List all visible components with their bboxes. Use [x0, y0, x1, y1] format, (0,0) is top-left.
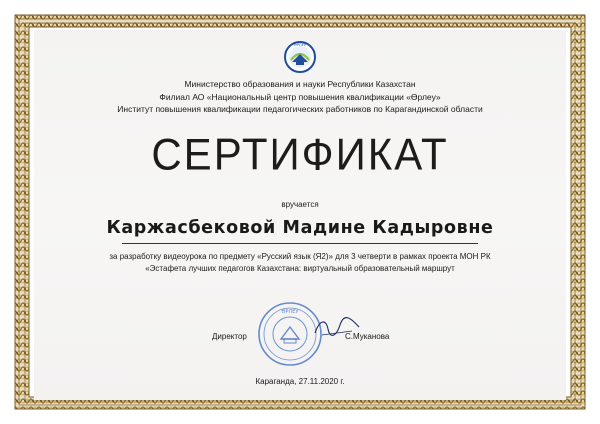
recipient-underline — [122, 243, 478, 244]
signer-name: С.Муканова — [345, 332, 390, 341]
organization-header — [0, 78, 600, 116]
place-and-date: Караганда, 27.11.2020 г. — [255, 377, 345, 386]
branch-line: Филиал АО «Национальный центр повышения квалификации «Өрлеу» — [159, 91, 441, 102]
reason-line-1: за разработку видеоурока по предмету «Русский язык (Я2)» для 3 четверти в рамках проекта МОН РК — [109, 252, 491, 261]
certificate-title: СЕРТИФИКАТ — [151, 129, 449, 180]
institute-line: Институт повышения квалификации педагогических работников по Карагандинской области — [117, 104, 483, 114]
logo-text: ӨРЛЕУ — [293, 43, 307, 48]
director-label: Директор — [212, 332, 247, 341]
award-reason — [0, 251, 600, 275]
orleu-logo — [284, 40, 316, 74]
stamp-text: ӨРЛЕУ — [281, 309, 299, 315]
reason-line-2: «Эстафета лучших педагогов Казахстана: виртуальный образовательный маршрут — [145, 264, 455, 273]
recipient-name: Каржасбековой Мадине Кадыровне — [106, 218, 494, 238]
ministry-line: Министерство образования и науки Республики Казахстан — [184, 79, 416, 89]
awarded-label: вручается — [281, 200, 319, 209]
